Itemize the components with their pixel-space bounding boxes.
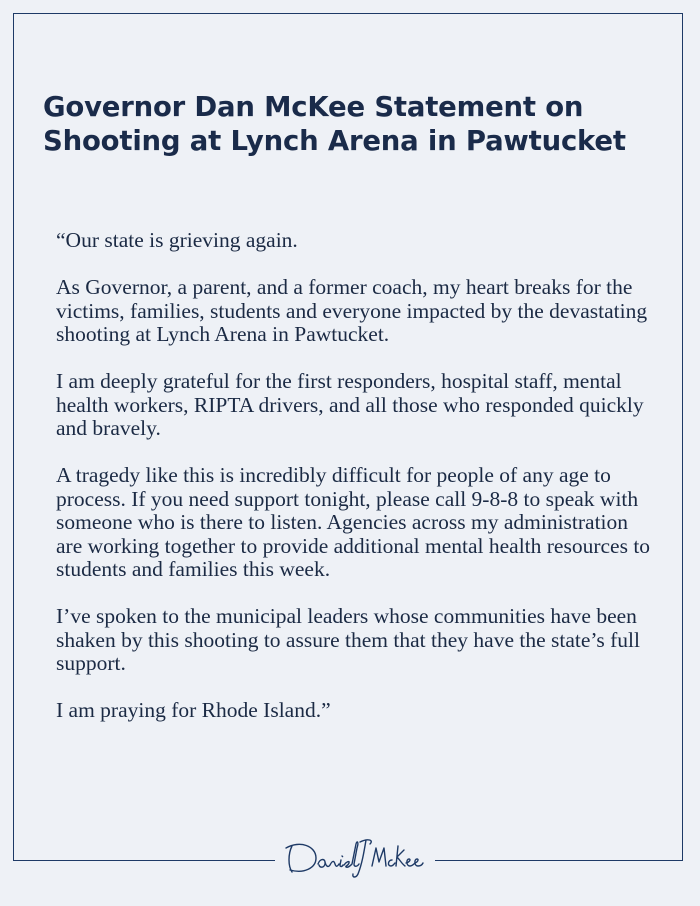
statement-title: Governor Dan McKee Statement on Shooting at Lynch Arena in Pawtucket	[43, 91, 626, 157]
frame-bottom-right-rule	[435, 860, 683, 861]
signature-image	[280, 832, 430, 882]
statement-paragraph-3: I am deeply grateful for the first responders, hospital staff, mental health workers, RIPTA drivers, and all those who responded quickly and bravely.	[56, 369, 644, 440]
statement-paragraph-2: As Governor, a parent, and a former coach, my heart breaks for the victims, families, students and everyone impacted by the devastating shooting at Lynch Arena in Pawtucket.	[56, 275, 648, 346]
frame-bottom-left-rule	[13, 860, 275, 861]
statement-paragraph-6: I am praying for Rhode Island.”	[56, 698, 331, 722]
statement-body	[56, 229, 656, 746]
statement-paragraph-1: “Our state is grieving again.	[56, 228, 298, 252]
statement-paragraph-4: A tragedy like this is incredibly difficult for people of any age to process. If you need support tonight, please call 9-8-8 to speak with someone who is there to listen. Agencies across my administration are working together to provide additional mental health resources to students and families this week.	[56, 463, 651, 581]
statement-paragraph-5: I’ve spoken to the municipal leaders whose communities have been shaken by this shooting to assure them that they have the state’s full support.	[56, 604, 640, 675]
